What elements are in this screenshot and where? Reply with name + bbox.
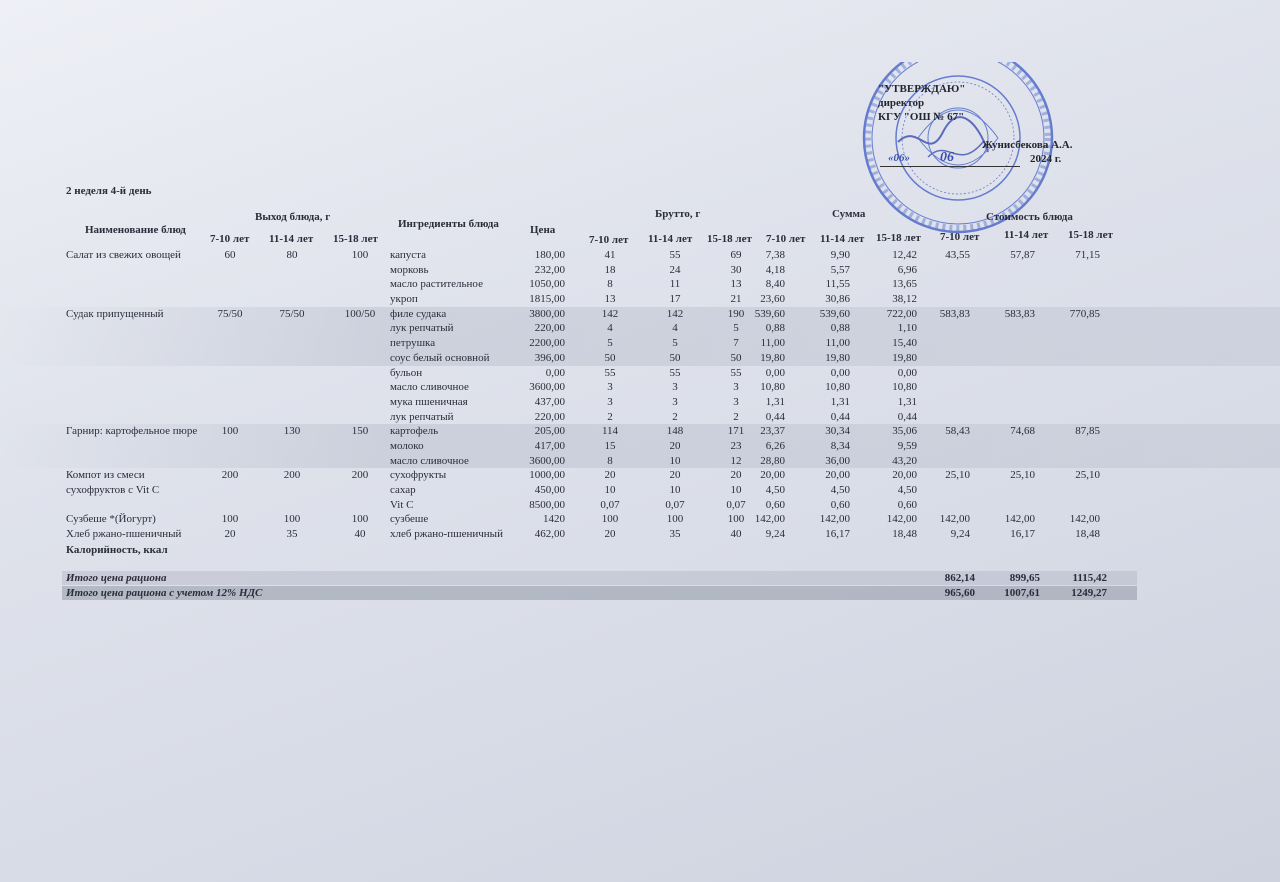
header-cost: Стоимость блюда	[986, 211, 1073, 223]
total-vat-row	[62, 586, 1137, 600]
cell-sum-7-10: 0,88	[765, 322, 785, 335]
table-row	[0, 292, 1280, 307]
total-vat-value-7-10: 965,60	[944, 587, 975, 599]
cell-price: 396,00	[534, 351, 565, 364]
cell-price: 1420	[543, 513, 565, 526]
table-row	[0, 527, 1280, 542]
approval-year: 2024 г.	[1030, 153, 1062, 165]
header-sum: Сумма	[832, 208, 866, 220]
cell-brutto-15-18: 2	[733, 410, 739, 423]
approval-date-day: «06»	[888, 152, 910, 164]
cell-sum-11-14: 539,60	[819, 307, 850, 320]
cell-sum-7-10: 0,00	[765, 366, 785, 379]
cell-brutto-7-10: 3	[607, 395, 613, 408]
cell-sum-7-10: 1,31	[765, 395, 785, 408]
header-brutto-age-2: 11-14 лет	[648, 233, 693, 245]
table-row	[0, 454, 1280, 469]
approver-name: Жунисбекова А.А.	[982, 139, 1073, 151]
cell-brutto-7-10: 5	[607, 337, 613, 350]
approval-position: директор	[878, 97, 925, 109]
cell-ingredient: филе судака	[390, 307, 447, 320]
cell-brutto-11-14: 2	[672, 410, 678, 423]
cell-sum-15-18: 0,44	[897, 410, 917, 423]
menu-table-body	[0, 248, 1280, 542]
header-yield-age-2: 11-14 лет	[269, 233, 314, 245]
cell-cost-7-10: 9,24	[950, 528, 970, 541]
table-row	[0, 439, 1280, 454]
cell-yield-7-10: 200	[221, 469, 239, 482]
date-underline	[880, 166, 1020, 167]
header-cost-age-3: 15-18 лет	[1068, 229, 1113, 241]
table-row	[0, 395, 1280, 410]
cell-cost-15-18: 18,48	[1075, 528, 1100, 541]
cell-brutto-15-18: 20	[730, 469, 742, 482]
table-row	[0, 336, 1280, 351]
cell-cost-11-14: 25,10	[1010, 469, 1035, 482]
cell-sum-11-14: 5,57	[830, 263, 850, 276]
cell-brutto-7-10: 4	[607, 322, 613, 335]
cell-brutto-15-18: 55	[730, 366, 742, 379]
total-label: Итого цена рациона	[66, 572, 167, 584]
cell-ingredient: картофель	[390, 425, 439, 438]
cell-brutto-7-10: 100	[601, 513, 619, 526]
calories-label: Калорийность, ккал	[66, 544, 168, 556]
cell-brutto-15-18: 69	[730, 249, 742, 261]
cell-ingredient: мука пшеничная	[390, 395, 468, 408]
table-row	[0, 248, 1280, 263]
cell-sum-11-14: 0,60	[830, 498, 850, 511]
header-dish-name: Наименование блюд	[85, 224, 186, 236]
cell-ingredient: соус белый основной	[390, 351, 490, 364]
cell-brutto-11-14: 24	[669, 263, 681, 276]
cell-sum-11-14: 30,86	[825, 293, 850, 306]
cell-brutto-15-18: 13	[730, 278, 742, 291]
cell-dish-name: Компот из смеси	[66, 469, 145, 482]
cell-yield-11-14: 35	[286, 528, 298, 541]
cell-cost-11-14: 583,83	[1004, 307, 1035, 320]
cell-cost-7-10: 142,00	[939, 513, 970, 526]
cell-brutto-7-10: 2	[607, 410, 613, 423]
cell-sum-11-14: 0,00	[830, 366, 850, 379]
cell-price: 417,00	[534, 439, 565, 452]
cell-sum-15-18: 1,31	[897, 395, 917, 408]
cell-brutto-11-14: 20	[669, 439, 681, 452]
cell-price: 1050,00	[529, 278, 565, 291]
cell-sum-15-18: 1,10	[897, 322, 917, 335]
header-ingredients: Ингредиенты блюда	[398, 218, 499, 230]
cell-sum-7-10: 19,80	[760, 351, 785, 364]
cell-sum-7-10: 11,00	[760, 337, 785, 350]
cell-sum-15-18: 0,60	[897, 498, 917, 511]
cell-price: 180,00	[534, 249, 565, 261]
table-row	[0, 512, 1280, 527]
cell-brutto-15-18: 5	[733, 322, 739, 335]
cell-sum-7-10: 0,60	[765, 498, 785, 511]
cell-price: 1000,00	[529, 469, 565, 482]
cell-ingredient: молоко	[390, 439, 424, 452]
cell-sum-15-18: 43,20	[892, 454, 917, 467]
cell-brutto-7-10: 50	[604, 351, 616, 364]
cell-yield-7-10: 100	[221, 513, 239, 526]
cell-ingredient: морковь	[390, 263, 429, 276]
cell-price: 3800,00	[529, 307, 565, 320]
cell-sum-7-10: 539,60	[754, 307, 785, 320]
cell-yield-15-18: 200	[351, 469, 369, 482]
cell-sum-15-18: 20,00	[892, 469, 917, 482]
header-cost-age-1: 7-10 лет	[940, 231, 980, 243]
cell-ingredient: Vit C	[390, 498, 414, 511]
cell-sum-11-14: 19,80	[825, 351, 850, 364]
cell-brutto-7-10: 0,07	[600, 498, 620, 511]
cell-price: 3600,00	[529, 454, 565, 467]
cell-yield-11-14: 130	[283, 425, 301, 438]
cell-dish-name: Салат из свежих овощей	[66, 249, 181, 261]
cell-brutto-7-10: 55	[604, 366, 616, 379]
cell-brutto-15-18: 3	[733, 381, 739, 394]
approval-heading: "УТВЕРЖДАЮ"	[878, 83, 966, 95]
cell-price: 450,00	[534, 484, 565, 496]
cell-sum-15-18: 10,80	[892, 381, 917, 394]
cell-sum-7-10: 20,00	[760, 469, 785, 482]
cell-yield-7-10: 60	[224, 249, 236, 261]
header-cost-age-2: 11-14 лет	[1004, 229, 1049, 241]
cell-sum-15-18: 4,50	[897, 484, 917, 496]
cell-dish-name: Сузбеше *(Йогурт)	[66, 513, 156, 526]
cell-brutto-15-18: 50	[730, 351, 742, 364]
table-row	[0, 483, 1280, 498]
cell-sum-11-14: 4,50	[830, 484, 850, 496]
cell-price: 3600,00	[529, 381, 565, 394]
cell-cost-15-18: 142,00	[1069, 513, 1100, 526]
header-yield: Выход блюда, г	[255, 211, 331, 223]
cell-cost-15-18: 770,85	[1069, 307, 1100, 320]
approval-organization: КГУ "ОШ № 67"	[878, 111, 965, 123]
cell-brutto-11-14: 50	[669, 351, 681, 364]
cell-ingredient: лук репчатый	[390, 410, 454, 423]
cell-cost-11-14: 16,17	[1010, 528, 1035, 541]
cell-brutto-11-14: 10	[669, 454, 681, 467]
cell-ingredient: хлеб ржано-пшеничный	[390, 528, 503, 541]
cell-brutto-15-18: 3	[733, 395, 739, 408]
cell-yield-7-10: 20	[224, 528, 236, 541]
cell-cost-7-10: 58,43	[945, 425, 970, 438]
cell-brutto-7-10: 114	[601, 425, 619, 438]
cell-brutto-7-10: 18	[604, 263, 616, 276]
cell-cost-11-14: 142,00	[1004, 513, 1035, 526]
header-yield-age-3: 15-18 лет	[333, 233, 378, 245]
header-brutto: Брутто, г	[655, 208, 701, 220]
cell-cost-15-18: 87,85	[1075, 425, 1100, 438]
cell-sum-7-10: 28,80	[760, 454, 785, 467]
cell-cost-11-14: 74,68	[1010, 425, 1035, 438]
cell-brutto-11-14: 100	[666, 513, 684, 526]
cell-sum-11-14: 11,55	[825, 278, 850, 291]
cell-yield-15-18: 100/50	[344, 307, 376, 320]
cell-brutto-7-10: 3	[607, 381, 613, 394]
cell-brutto-15-18: 21	[730, 293, 742, 306]
cell-yield-15-18: 40	[354, 528, 366, 541]
cell-brutto-11-14: 5	[672, 337, 678, 350]
cell-sum-15-18: 0,00	[897, 366, 917, 379]
cell-sum-11-14: 20,00	[825, 469, 850, 482]
cell-cost-15-18: 25,10	[1075, 469, 1100, 482]
cell-sum-15-18: 38,12	[892, 293, 917, 306]
cell-brutto-15-18: 0,07	[726, 498, 746, 511]
cell-sum-7-10: 9,24	[765, 528, 785, 541]
header-brutto-age-3: 15-18 лет	[707, 233, 752, 245]
cell-sum-7-10: 7,38	[765, 249, 785, 261]
cell-ingredient: сузбеше	[390, 513, 429, 526]
table-row	[0, 263, 1280, 278]
total-vat-label: Итого цена рациона с учетом 12% НДС	[66, 587, 263, 599]
header-sum-age-2: 11-14 лет	[820, 233, 865, 245]
cell-ingredient: масло растительное	[390, 278, 483, 291]
cell-price: 8500,00	[529, 498, 565, 511]
table-row	[0, 424, 1280, 439]
cell-brutto-11-14: 55	[669, 366, 681, 379]
cell-brutto-15-18: 12	[730, 454, 742, 467]
cell-sum-15-18: 142,00	[886, 513, 917, 526]
header-brutto-age-1: 7-10 лет	[589, 234, 629, 246]
cell-ingredient: сахар	[390, 484, 416, 496]
cell-yield-15-18: 100	[351, 249, 369, 261]
cell-sum-11-14: 0,88	[830, 322, 850, 335]
cell-brutto-7-10: 8	[607, 278, 613, 291]
cell-ingredient: сухофрукты	[390, 469, 447, 482]
cell-dish-name: Гарнир: картофельное пюре	[66, 425, 198, 438]
cell-sum-11-14: 30,34	[825, 425, 850, 438]
cell-sum-7-10: 142,00	[754, 513, 785, 526]
total-value-15-18: 1115,42	[1072, 572, 1107, 584]
document-title: 2 неделя 4-й день	[66, 185, 152, 197]
cell-yield-7-10: 75/50	[217, 307, 243, 320]
cell-sum-7-10: 10,80	[760, 381, 785, 394]
cell-sum-15-18: 722,00	[886, 307, 917, 320]
table-row	[0, 307, 1280, 322]
cell-dish-name: Хлеб ржано-пшеничный	[66, 528, 182, 541]
cell-cost-7-10: 25,10	[945, 469, 970, 482]
cell-brutto-15-18: 30	[730, 263, 742, 276]
cell-dish-name: сухофруктов с Vit C	[66, 484, 160, 496]
cell-yield-7-10: 100	[221, 425, 239, 438]
cell-brutto-7-10: 15	[604, 439, 616, 452]
cell-brutto-11-14: 35	[669, 528, 681, 541]
cell-brutto-11-14: 142	[666, 307, 684, 320]
cell-sum-15-18: 15,40	[892, 337, 917, 350]
header-price: Цена	[530, 224, 556, 236]
cell-cost-15-18: 71,15	[1075, 249, 1100, 261]
cell-brutto-15-18: 100	[727, 513, 745, 526]
cell-sum-11-14: 10,80	[825, 381, 850, 394]
cell-price: 437,00	[534, 395, 565, 408]
cell-sum-15-18: 12,42	[892, 249, 917, 261]
cell-sum-11-14: 1,31	[830, 395, 850, 408]
cell-cost-7-10: 43,55	[945, 249, 970, 261]
table-row	[0, 468, 1280, 483]
table-row	[0, 277, 1280, 292]
cell-brutto-11-14: 11	[669, 278, 681, 291]
cell-price: 1815,00	[529, 293, 565, 306]
cell-sum-11-14: 36,00	[825, 454, 850, 467]
cell-sum-11-14: 9,90	[830, 249, 850, 261]
cell-sum-15-18: 9,59	[897, 439, 917, 452]
cell-sum-15-18: 13,65	[892, 278, 917, 291]
cell-ingredient: бульон	[390, 366, 423, 379]
cell-brutto-11-14: 4	[672, 322, 678, 335]
total-vat-value-11-14: 1007,61	[1004, 587, 1040, 599]
cell-dish-name: Судак припущенный	[66, 307, 164, 320]
cell-brutto-11-14: 55	[669, 249, 681, 261]
cell-sum-15-18: 35,06	[892, 425, 917, 438]
cell-yield-11-14: 200	[283, 469, 301, 482]
cell-sum-15-18: 6,96	[897, 263, 917, 276]
cell-sum-11-14: 11,00	[825, 337, 850, 350]
cell-brutto-15-18: 23	[730, 439, 742, 452]
cell-sum-15-18: 18,48	[892, 528, 917, 541]
cell-brutto-11-14: 3	[672, 395, 678, 408]
cell-sum-11-14: 0,44	[830, 410, 850, 423]
cell-sum-7-10: 6,26	[765, 439, 785, 452]
cell-brutto-7-10: 20	[604, 528, 616, 541]
cell-brutto-11-14: 3	[672, 381, 678, 394]
cell-brutto-11-14: 0,07	[665, 498, 685, 511]
header-sum-age-1: 7-10 лет	[766, 233, 806, 245]
cell-brutto-11-14: 17	[669, 293, 681, 306]
cell-yield-11-14: 75/50	[279, 307, 305, 320]
cell-sum-7-10: 23,60	[760, 293, 785, 306]
approval-date-month: 06	[940, 150, 954, 165]
table-row	[0, 366, 1280, 381]
cell-sum-7-10: 4,50	[765, 484, 785, 496]
cell-price: 205,00	[534, 425, 565, 438]
table-row	[0, 351, 1280, 366]
cell-brutto-15-18: 10	[730, 484, 742, 496]
cell-sum-7-10: 8,40	[765, 278, 785, 291]
cell-price: 232,00	[534, 263, 565, 276]
cell-brutto-7-10: 41	[604, 249, 616, 261]
cell-brutto-7-10: 8	[607, 454, 613, 467]
cell-price: 462,00	[534, 528, 565, 541]
cell-sum-7-10: 0,44	[765, 410, 785, 423]
cell-sum-7-10: 4,18	[765, 263, 785, 276]
table-row	[0, 321, 1280, 336]
table-row	[0, 380, 1280, 395]
cell-brutto-15-18: 40	[730, 528, 742, 541]
cell-sum-11-14: 142,00	[819, 513, 850, 526]
cell-brutto-7-10: 20	[604, 469, 616, 482]
cell-brutto-15-18: 171	[727, 425, 745, 438]
cell-cost-11-14: 57,87	[1010, 249, 1035, 261]
total-row	[62, 571, 1137, 585]
cell-brutto-7-10: 10	[604, 484, 616, 496]
table-row	[0, 410, 1280, 425]
total-value-11-14: 899,65	[1009, 572, 1040, 584]
cell-ingredient: масло сливочное	[390, 454, 469, 467]
cell-price: 220,00	[534, 322, 565, 335]
cell-ingredient: капуста	[390, 249, 427, 261]
cell-brutto-11-14: 10	[669, 484, 681, 496]
cell-brutto-7-10: 13	[604, 293, 616, 306]
cell-brutto-11-14: 20	[669, 469, 681, 482]
header-sum-age-3: 15-18 лет	[876, 232, 921, 244]
cell-brutto-15-18: 190	[727, 307, 745, 320]
cell-ingredient: масло сливочное	[390, 381, 469, 394]
cell-ingredient: лук репчатый	[390, 322, 454, 335]
cell-ingredient: петрушка	[390, 337, 436, 350]
cell-yield-15-18: 150	[351, 425, 369, 438]
total-vat-value-15-18: 1249,27	[1071, 587, 1107, 599]
cell-sum-11-14: 16,17	[825, 528, 850, 541]
cell-brutto-11-14: 148	[666, 425, 684, 438]
cell-yield-11-14: 80	[286, 249, 298, 261]
cell-yield-15-18: 100	[351, 513, 369, 526]
cell-sum-11-14: 8,34	[830, 439, 850, 452]
total-value-7-10: 862,14	[944, 572, 975, 584]
cell-sum-15-18: 19,80	[892, 351, 917, 364]
table-row	[0, 498, 1280, 513]
cell-price: 0,00	[545, 366, 565, 379]
cell-price: 2200,00	[529, 337, 565, 350]
cell-ingredient: укроп	[390, 293, 418, 306]
cell-price: 220,00	[534, 410, 565, 423]
cell-cost-7-10: 583,83	[939, 307, 970, 320]
cell-sum-7-10: 23,37	[760, 425, 785, 438]
cell-yield-11-14: 100	[283, 513, 301, 526]
cell-brutto-7-10: 142	[601, 307, 619, 320]
cell-brutto-15-18: 7	[733, 337, 739, 350]
header-yield-age-1: 7-10 лет	[210, 233, 250, 245]
